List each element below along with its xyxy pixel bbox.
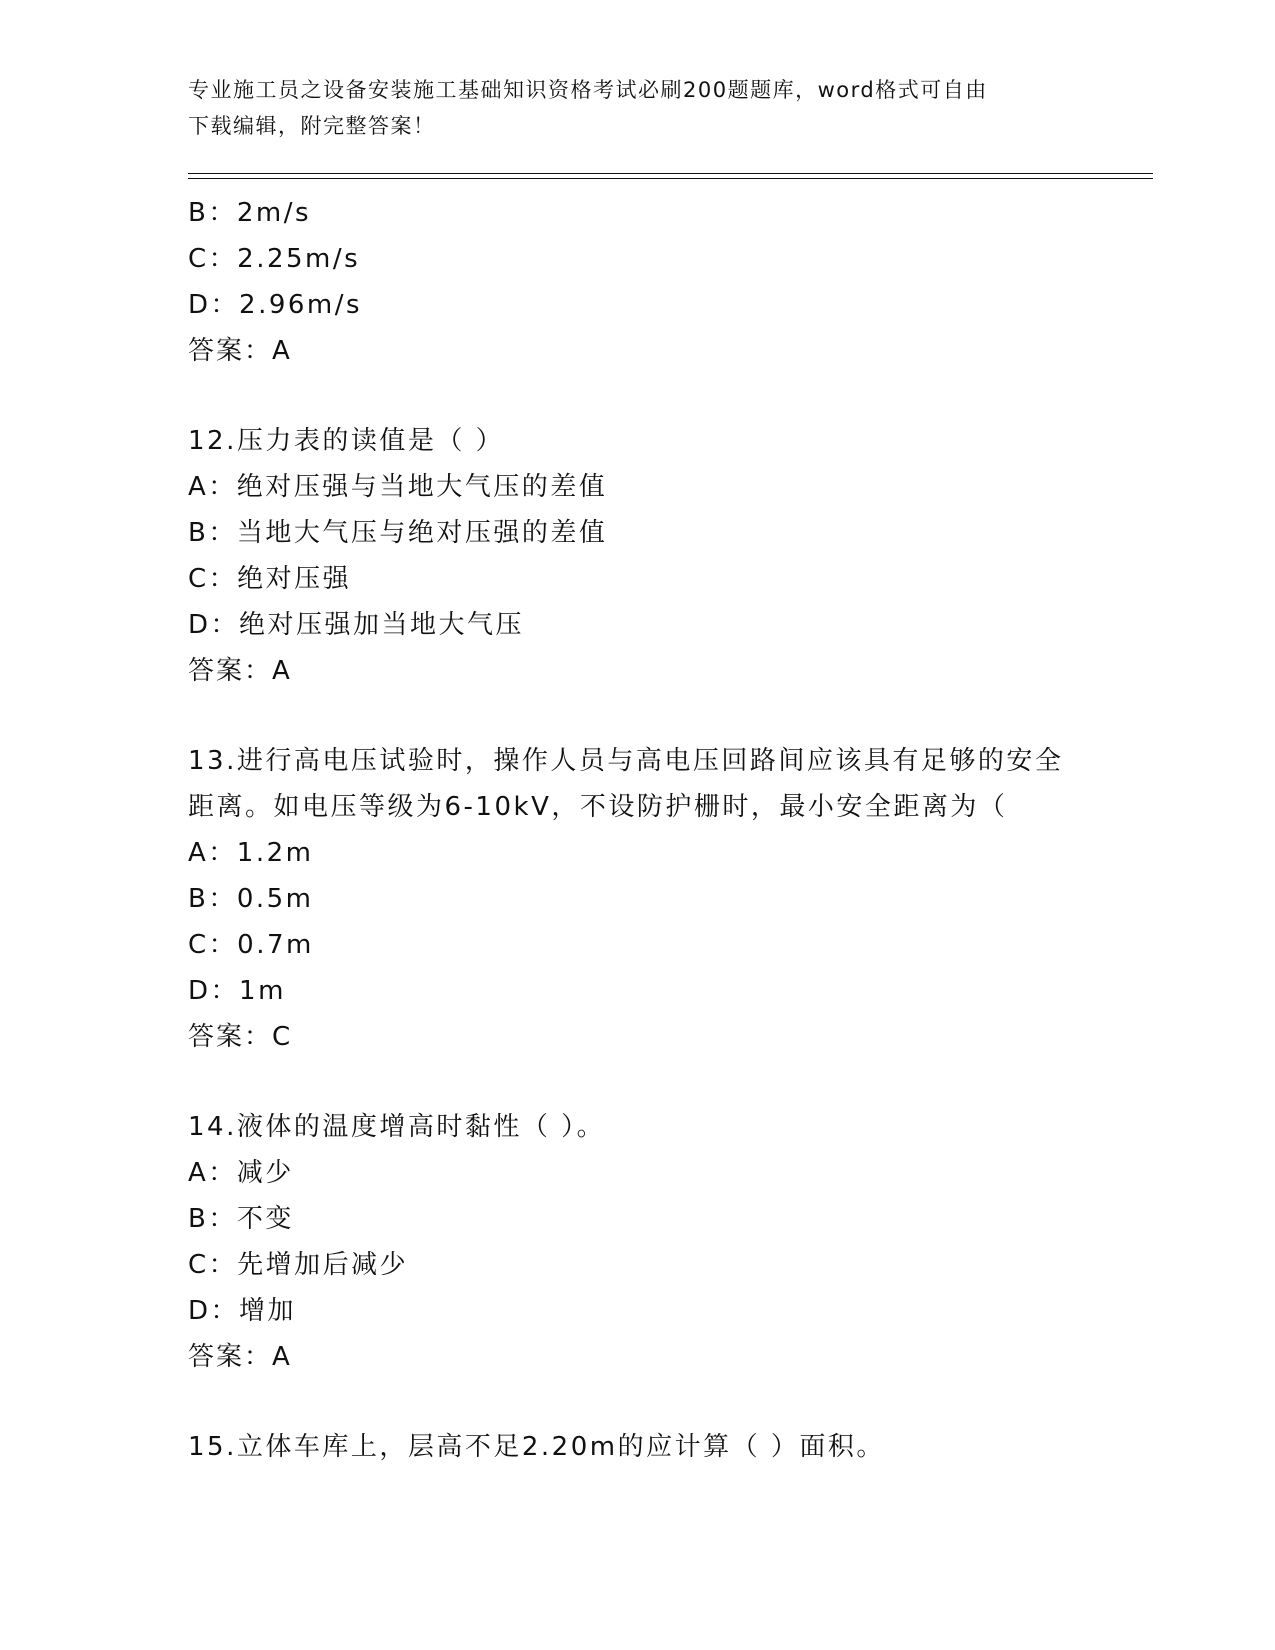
option: B：2m/s (188, 198, 312, 228)
answer-line: 答案：A (188, 656, 292, 686)
option: C：先增加后减少 (188, 1250, 409, 1280)
question-stem: 14.液体的温度增高时黏性（ ）。 (188, 1112, 606, 1142)
header-divider-top (188, 173, 1153, 174)
option: A：绝对压强与当地大气压的差值 (188, 472, 608, 502)
option: C：2.25m/s (188, 244, 361, 274)
header-line-1: 专业施工员之设备安装施工基础知识资格考试必刷200题题库，word格式可自由 (188, 78, 988, 102)
option: D：绝对压强加当地大气压 (188, 610, 525, 640)
option: B：0.5m (188, 884, 314, 914)
option: A：1.2m (188, 838, 314, 868)
option: B：当地大气压与绝对压强的差值 (188, 518, 608, 548)
question-stem: 12.压力表的读值是（ ） (188, 426, 505, 456)
question-13 (188, 738, 1088, 1060)
header-line-2: 下载编辑，附完整答案！ (188, 114, 436, 138)
document-header (188, 72, 1088, 144)
partial-question (188, 190, 1088, 374)
answer-line: 答案：A (188, 336, 292, 366)
option: A：减少 (188, 1158, 294, 1188)
question-14 (188, 1104, 1088, 1380)
option: D：增加 (188, 1296, 297, 1326)
question-12 (188, 418, 1088, 694)
option: D：1m (188, 976, 286, 1006)
question-stem: 15.立体车库上，层高不足2.20m的应计算（ ）面积。 (188, 1432, 885, 1462)
option: C：0.7m (188, 930, 314, 960)
question-stem-continued: 距离。如电压等级为6-10kV，不设防护栅时，最小安全距离为（ (188, 792, 1008, 822)
option: D：2.96m/s (188, 290, 363, 320)
question-list (188, 190, 1088, 1470)
question-15 (188, 1424, 1088, 1470)
header-divider-bottom (188, 178, 1153, 179)
answer-line: 答案：C (188, 1022, 293, 1052)
option: B：不变 (188, 1204, 294, 1234)
option: C：绝对压强 (188, 564, 352, 594)
question-stem: 13.进行高电压试验时，操作人员与高电压回路间应该具有足够的安全 (188, 746, 1064, 776)
answer-line: 答案：A (188, 1342, 292, 1372)
